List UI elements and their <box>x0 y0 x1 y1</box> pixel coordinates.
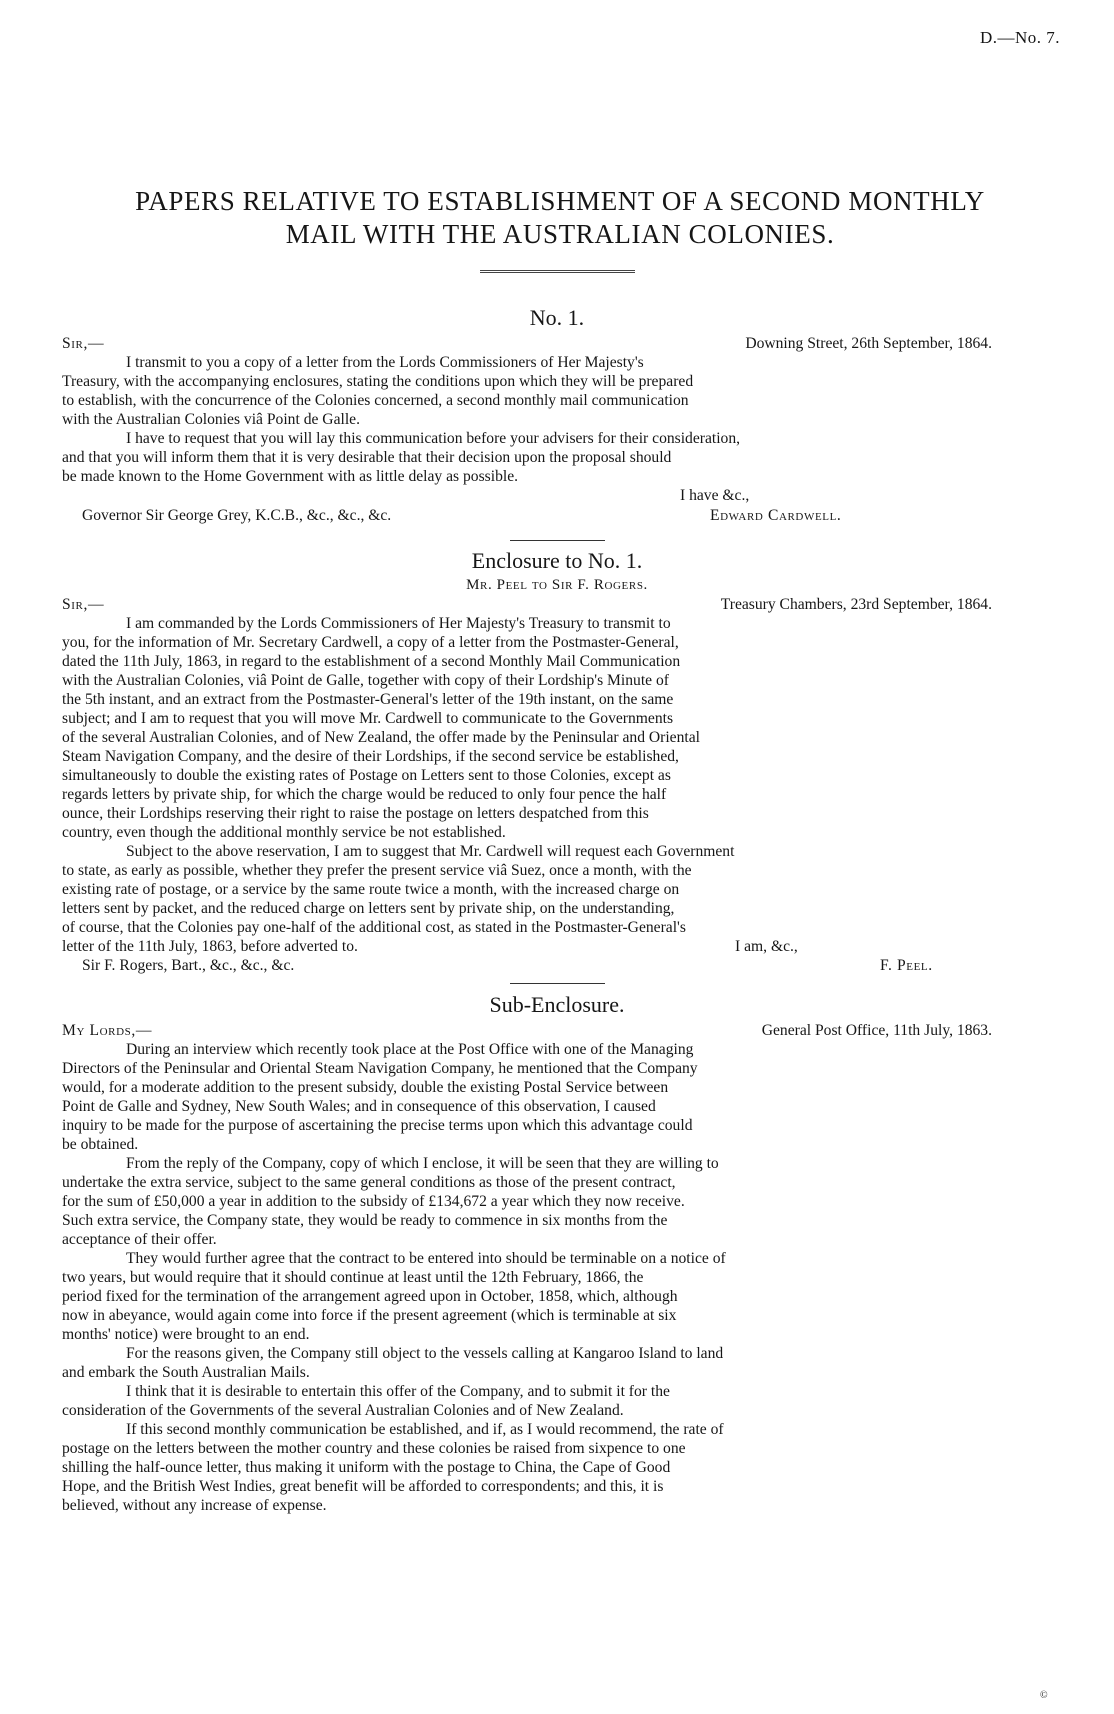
letter-1-salutation: Sir,— <box>62 335 105 352</box>
letter-1-line: I have to request that you will lay this communication before your advisers for their consideration, <box>126 430 741 447</box>
letter-3-line: Directors of the Peninsular and Oriental Steam Navigation Company, he mentioned that the Company <box>62 1060 698 1077</box>
letter-2-line: you, for the information of Mr. Secretary Cardwell, a copy of a letter from the Postmaster-General, <box>62 634 679 651</box>
letter-3-line: Point de Galle and Sydney, New South Wales; and in consequence of this observation, I caused <box>62 1098 656 1115</box>
letter-2-addressee: Sir F. Rogers, Bart., &c., &c., &c. <box>82 957 295 974</box>
letter-1-signature: Edward Cardwell. <box>710 507 842 524</box>
letter-3-line: and embark the South Australian Mails. <box>62 1364 310 1381</box>
letter-3-heading: Sub-Enclosure. <box>489 992 625 1017</box>
letter-2-line: of course, that the Colonies pay one-half of the additional cost, as stated in the Postmaster-General's <box>62 919 686 936</box>
letter-2-line: existing rate of postage, or a service by the same route twice a month, with the increased charge on <box>62 881 680 898</box>
letter-2-subheading: Mr. Peel to Sir F. Rogers. <box>466 577 648 593</box>
letter-2-line: to state, as early as possible, whether they prefer the present service viâ Suez, once a month, with the <box>62 862 692 879</box>
letter-2-salutation: Sir,— <box>62 596 105 613</box>
letter-3-line: shilling the half-ounce letter, thus making it uniform with the postage to China, the Cape of Good <box>62 1459 671 1476</box>
letter-3-line: They would further agree that the contract to be entered into should be terminable on a notice of <box>126 1250 726 1267</box>
letter-3-line: Such extra service, the Company state, they would be ready to commence in six months from the <box>62 1212 668 1229</box>
letter-2-line: dated the 11th July, 1863, in regard to the establishment of a second Monthly Mail Communication <box>62 653 681 670</box>
letter-1-line: to establish, with the concurrence of the Colonies concerned, a second monthly mail communication <box>62 392 689 409</box>
letter-3-line: Hope, and the British West Indies, great benefit will be afforded to correspondents; and this, it is <box>62 1478 664 1495</box>
letter-1-line: and that you will inform them that it is very desirable that their decision upon the proposal should <box>62 449 672 466</box>
letter-3-line: two years, but would require that it should continue at least until the 12th February, 1866, the <box>62 1269 644 1286</box>
letter-3-line: now in abeyance, would again come into force if the present agreement (which is terminable at six <box>62 1307 677 1324</box>
title-line-2: MAIL WITH THE AUSTRALIAN COLONIES. <box>285 219 835 249</box>
letter-2-line: letter of the 11th July, 1863, before adverted to. <box>62 938 358 955</box>
document-title <box>60 185 1060 251</box>
letter-2-line: ounce, their Lordships reserving their right to raise the postage on letters despatched from this <box>62 805 649 822</box>
letter-3-line: be obtained. <box>62 1136 139 1153</box>
letter-2-line: Subject to the above reservation, I am to suggest that Mr. Cardwell will request each Government <box>126 843 735 860</box>
section-divider <box>510 983 605 984</box>
letter-3-line: believed, without any increase of expense. <box>62 1497 327 1514</box>
letter-1-heading: No. 1. <box>529 305 585 330</box>
letter-2-line: regards letters by private ship, for which the charge would be reduced to only four pence the half <box>62 786 667 803</box>
letter-2-signature: F. Peel. <box>880 957 933 974</box>
letter-2-line: subject; and I am to request that you will move Mr. Cardwell to communicate to the Governments <box>62 710 674 727</box>
letter-1-closing: I have &c., <box>680 487 750 504</box>
page-mark: © <box>1040 1690 1048 1701</box>
letter-3-line: From the reply of the Company, copy of which I enclose, it will be seen that they are willing to <box>126 1155 719 1172</box>
letter-1-addressee: Governor Sir George Grey, K.C.B., &c., &c., &c. <box>82 507 392 524</box>
letter-3-line: acceptance of their offer. <box>62 1231 217 1248</box>
letter-3-salutation: My Lords,— <box>62 1022 153 1039</box>
section-divider <box>510 540 605 541</box>
letter-2-place-date: Treasury Chambers, 23rd September, 1864. <box>720 596 992 613</box>
letter-2-line: Steam Navigation Company, and the desire of their Lordships, if the second service be established, <box>62 748 679 765</box>
letter-3-line: For the reasons given, the Company still object to the vessels calling at Kangaroo Island to land <box>126 1345 724 1362</box>
letter-3-line: would, for a moderate addition to the present subsidy, double the existing Postal Service between <box>62 1079 669 1096</box>
letter-3-line: I think that it is desirable to entertain this offer of the Company, and to submit it for the <box>126 1383 670 1400</box>
letter-2-line: with the Australian Colonies, viâ Point de Galle, together with copy of their Lordship's Minute of <box>62 672 669 689</box>
title-divider <box>480 270 635 273</box>
letter-1-line: be made known to the Home Government with as little delay as possible. <box>62 468 519 485</box>
letter-2-line: simultaneously to double the existing rates of Postage on Letters sent to those Colonies, except as <box>62 767 671 784</box>
letter-1-line: I transmit to you a copy of a letter from the Lords Commissioners of Her Majesty's <box>126 354 644 371</box>
letter-3-line: months' notice) were brought to an end. <box>62 1326 310 1343</box>
letter-3-line: If this second monthly communication be established, and if, as I would recommend, the rate of <box>126 1421 724 1438</box>
letter-1-place-date: Downing Street, 26th September, 1864. <box>745 335 992 352</box>
letter-3-line: inquiry to be made for the purpose of ascertaining the precise terms upon which this advantage could <box>62 1117 693 1134</box>
letter-3-line: consideration of the Governments of the several Australian Colonies and of New Zealand. <box>62 1402 624 1419</box>
letter-2-line: I am commanded by the Lords Commissioners of Her Majesty's Treasury to transmit to <box>126 615 671 632</box>
letter-2-line: of the several Australian Colonies, and of New Zealand, the offer made by the Peninsular and Oriental <box>62 729 700 746</box>
letter-3-line: During an interview which recently took place at the Post Office with one of the Managing <box>126 1041 694 1058</box>
letter-3-place-date: General Post Office, 11th July, 1863. <box>761 1022 992 1039</box>
letter-3-line: postage on the letters between the mother country and these colonies be raised from sixpence to one <box>62 1440 686 1457</box>
letter-3-line: period fixed for the termination of the arrangement agreed upon in October, 1858, which, although <box>62 1288 678 1305</box>
letter-2-line: country, even though the additional monthly service be not established. <box>62 824 506 841</box>
letter-1-line: with the Australian Colonies viâ Point de Galle. <box>62 411 360 428</box>
letter-2-heading: Enclosure to No. 1. <box>471 548 643 573</box>
document-reference: D.—No. 7. <box>979 28 1060 47</box>
letter-2-closing: I am, &c., <box>735 938 798 955</box>
title-line-1: PAPERS RELATIVE TO ESTABLISHMENT OF A SECOND MONTHLY <box>135 186 985 216</box>
letter-3-line: undertake the extra service, subject to the same general conditions as those of the present contract, <box>62 1174 676 1191</box>
letter-1-line: Treasury, with the accompanying enclosures, stating the conditions upon which they will be prepared <box>62 373 694 390</box>
letter-2-line: letters sent by packet, and the reduced charge on letters sent by private ship, on the understanding, <box>62 900 675 917</box>
letter-3-line: for the sum of £50,000 a year in addition to the subsidy of £134,672 a year which they now receive. <box>62 1193 685 1210</box>
letter-2-line: the 5th instant, and an extract from the Postmaster-General's letter of the 19th instant, on the same <box>62 691 674 708</box>
